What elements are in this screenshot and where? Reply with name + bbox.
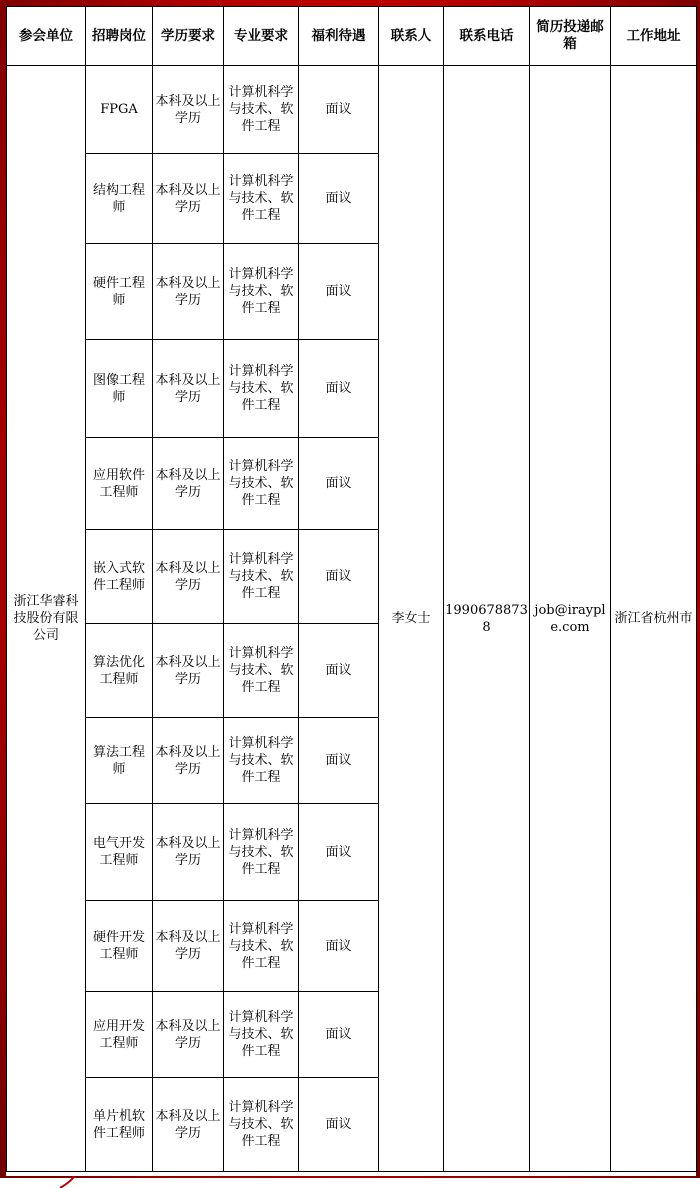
- benefits-cell: 面议: [299, 340, 379, 438]
- contact-cell: 李女士: [379, 66, 444, 1172]
- major-cell: 计算机科学与技术、软件工程: [224, 154, 299, 244]
- education-cell: 本科及以上学历: [153, 1078, 224, 1172]
- position-cell: 电气开发工程师: [86, 804, 153, 901]
- header-company: 参会单位: [7, 7, 86, 66]
- position-cell: 硬件工程师: [86, 244, 153, 340]
- header-education: 学历要求: [153, 7, 224, 66]
- major-cell: 计算机科学与技术、软件工程: [224, 804, 299, 901]
- position-cell: 结构工程师: [86, 154, 153, 244]
- phone-cell: 19906788738: [444, 66, 530, 1172]
- address-cell: 浙江省杭州市: [611, 66, 697, 1172]
- benefits-cell: 面议: [299, 154, 379, 244]
- education-cell: 本科及以上学历: [153, 530, 224, 624]
- benefits-cell: 面议: [299, 804, 379, 901]
- header-major: 专业要求: [224, 7, 299, 66]
- header-contact: 联系人: [379, 7, 444, 66]
- major-cell: 计算机科学与技术、软件工程: [224, 1078, 299, 1172]
- position-cell: 应用软件工程师: [86, 438, 153, 530]
- header-address: 工作地址: [611, 7, 697, 66]
- major-cell: 计算机科学与技术、软件工程: [224, 718, 299, 804]
- major-cell: 计算机科学与技术、软件工程: [224, 66, 299, 154]
- major-cell: 计算机科学与技术、软件工程: [224, 901, 299, 992]
- company-cell: 浙江华睿科技股份有限公司: [7, 66, 86, 1172]
- recruitment-table: [6, 6, 697, 1172]
- education-cell: 本科及以上学历: [153, 438, 224, 530]
- position-cell: 嵌入式软件工程师: [86, 530, 153, 624]
- education-cell: 本科及以上学历: [153, 244, 224, 340]
- major-cell: 计算机科学与技术、软件工程: [224, 530, 299, 624]
- education-cell: 本科及以上学历: [153, 901, 224, 992]
- email-cell[interactable]: job@irayple.com: [530, 66, 611, 1172]
- header-phone: 联系电话: [444, 7, 530, 66]
- position-cell: 应用开发工程师: [86, 992, 153, 1078]
- education-cell: 本科及以上学历: [153, 154, 224, 244]
- position-cell: 图像工程师: [86, 340, 153, 438]
- benefits-cell: 面议: [299, 244, 379, 340]
- benefits-cell: 面议: [299, 718, 379, 804]
- header-position: 招聘岗位: [86, 7, 153, 66]
- position-cell: 硬件开发工程师: [86, 901, 153, 992]
- benefits-cell: 面议: [299, 992, 379, 1078]
- education-cell: 本科及以上学历: [153, 992, 224, 1078]
- benefits-cell: 面议: [299, 901, 379, 992]
- header-row: [7, 7, 697, 66]
- education-cell: 本科及以上学历: [153, 718, 224, 804]
- education-cell: 本科及以上学历: [153, 340, 224, 438]
- table-row: [7, 66, 697, 154]
- position-cell: 算法工程师: [86, 718, 153, 804]
- major-cell: 计算机科学与技术、软件工程: [224, 438, 299, 530]
- table-panel: [6, 6, 696, 1176]
- position-cell: FPGA: [86, 66, 153, 154]
- benefits-cell: 面议: [299, 624, 379, 718]
- major-cell: 计算机科学与技术、软件工程: [224, 244, 299, 340]
- header-benefits: 福利待遇: [299, 7, 379, 66]
- header-email: 简历投递邮箱: [530, 7, 611, 66]
- benefits-cell: 面议: [299, 66, 379, 154]
- major-cell: 计算机科学与技术、软件工程: [224, 992, 299, 1078]
- education-cell: 本科及以上学历: [153, 624, 224, 718]
- education-cell: 本科及以上学历: [153, 804, 224, 901]
- benefits-cell: 面议: [299, 530, 379, 624]
- education-cell: 本科及以上学历: [153, 66, 224, 154]
- major-cell: 计算机科学与技术、软件工程: [224, 624, 299, 718]
- position-cell: 算法优化工程师: [86, 624, 153, 718]
- benefits-cell: 面议: [299, 1078, 379, 1172]
- position-cell: 单片机软件工程师: [86, 1078, 153, 1172]
- benefits-cell: 面议: [299, 438, 379, 530]
- major-cell: 计算机科学与技术、软件工程: [224, 340, 299, 438]
